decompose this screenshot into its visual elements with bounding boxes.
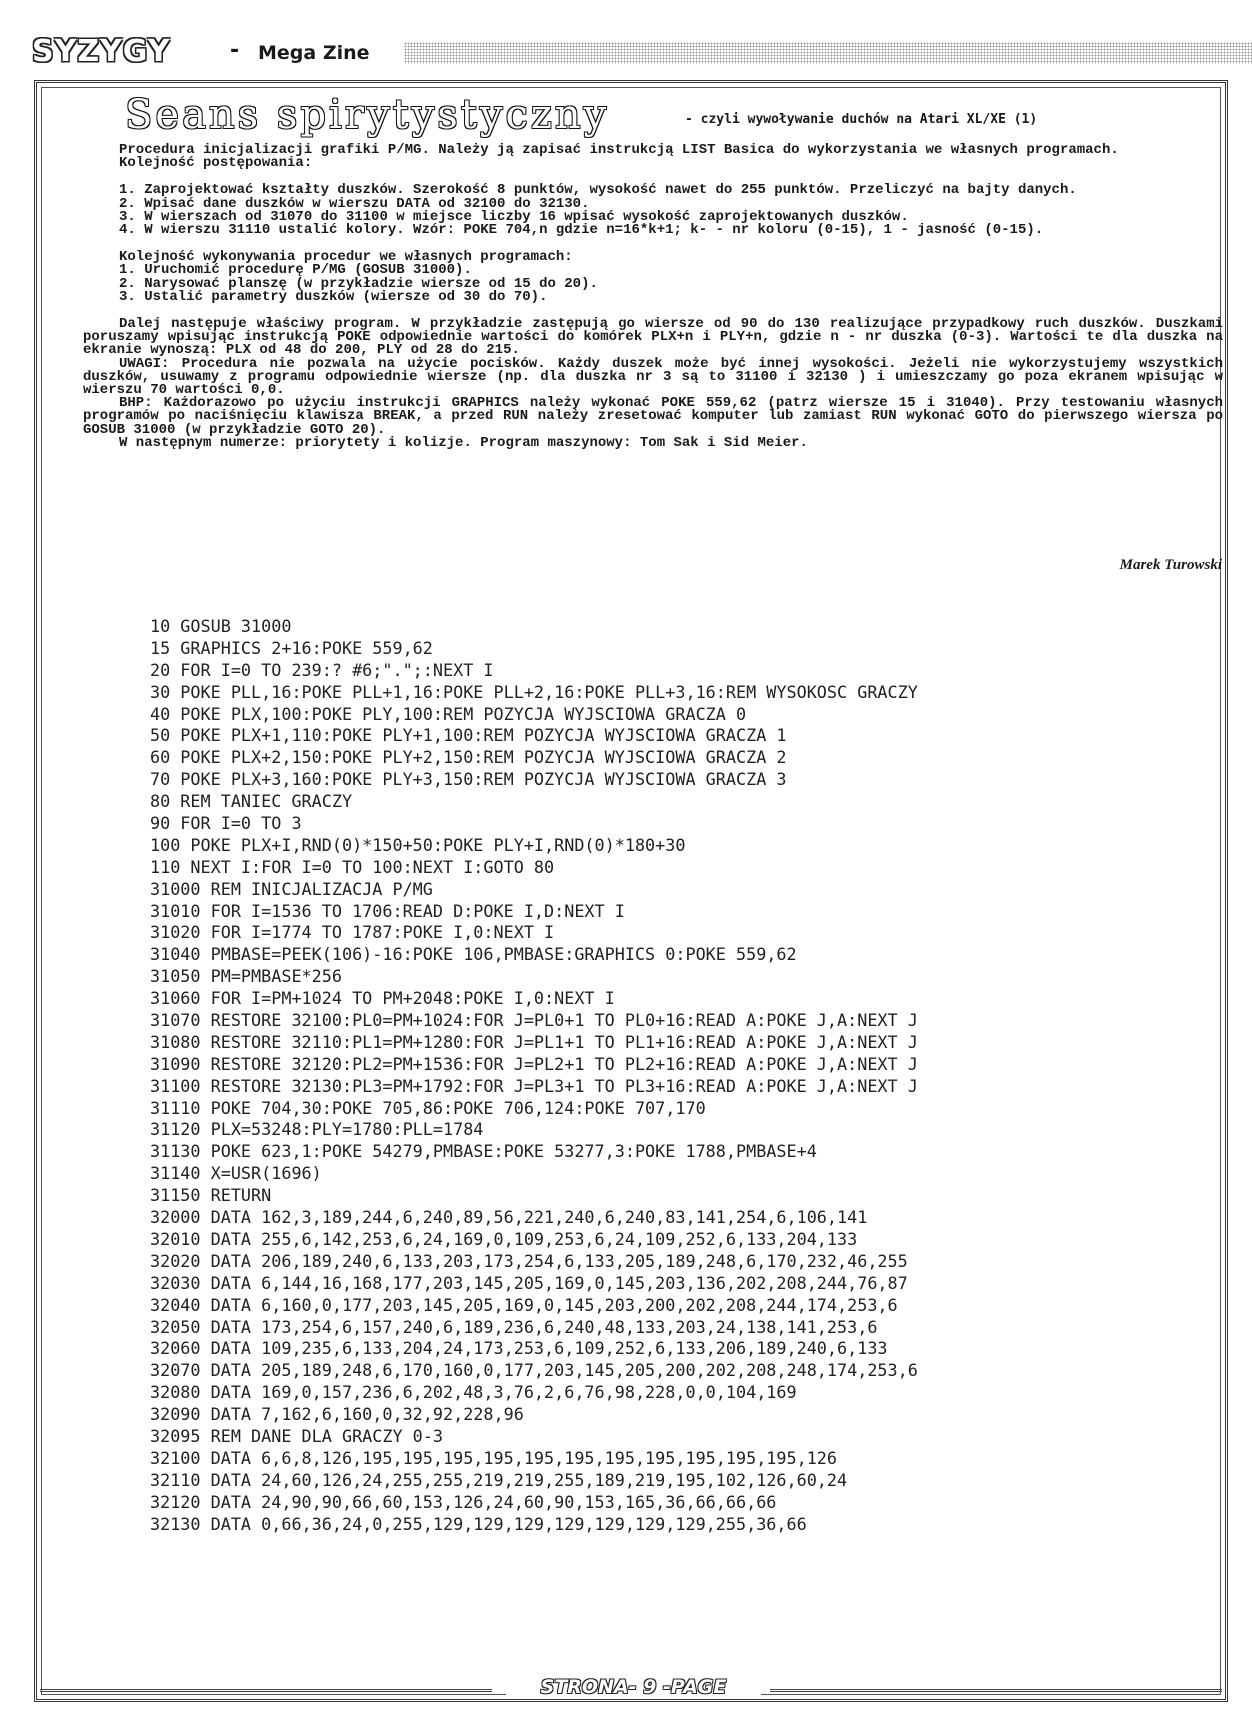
- article-title: Seans spirytystyczny: [125, 92, 610, 138]
- body-paragraph: UWAGI: Procedura nie pozwala na użycie pocisków. Każdy duszek może być innej wysokości. Jeżeli nie wykorzystujemy wszystkich duszków, usuwamy z programu odpowiednie wiersze (np. dla duszka nr 3 są to 31100 i 32130 ) i umieszczamy go poza ekranem wpisując w wierszu 70 wartości 0,0.: [83, 355, 1223, 399]
- magazine-title: SYZYGY: [32, 34, 171, 69]
- code-line: 31150 RETURN: [150, 1185, 272, 1206]
- footer-rule-right: [770, 1689, 1222, 1692]
- masthead: [32, 34, 1232, 68]
- code-line: 32020 DATA 206,189,240,6,133,203,173,254,6,133,205,189,248,6,170,232,46,255: [150, 1250, 908, 1271]
- code-line: 32060 DATA 109,235,6,133,204,24,173,253,6,109,252,6,133,206,189,240,6,133: [150, 1338, 888, 1359]
- code-line: 32050 DATA 173,254,6,157,240,6,189,236,6,240,48,133,203,24,138,141,253,6: [150, 1316, 878, 1337]
- order-item: 3. Ustalić parametry duszków (wiersze od 30 do 70).: [119, 288, 548, 305]
- order-title: Kolejność wykonywania procedur we własnych programach:: [119, 249, 573, 266]
- code-line: 10 GOSUB 31000: [150, 616, 292, 636]
- code-line: 32040 DATA 6,160,0,177,203,145,205,169,0,145,203,200,202,208,244,174,253,6: [150, 1294, 898, 1315]
- code-line: 31110 POKE 704,30:POKE 705,86:POKE 706,124:POKE 707,170: [150, 1097, 706, 1118]
- code-line: 32080 DATA 169,0,157,236,6,202,48,3,76,2,6,76,98,228,0,0,104,169: [150, 1382, 797, 1403]
- code-line: 32130 DATA 0,66,36,24,0,255,129,129,129,129,129,129,129,255,36,66: [150, 1513, 807, 1534]
- intro-paragraph: Kolejność postępowania:: [119, 155, 313, 172]
- code-line: 110 NEXT I:FOR I=0 TO 100:NEXT I:GOTO 80: [150, 856, 555, 877]
- code-line: 31000 REM INICJALIZACJA P/MG: [150, 878, 433, 899]
- code-line: 31140 X=USR(1696): [150, 1163, 322, 1184]
- code-line: 32090 DATA 7,162,6,160,0,32,92,228,96: [150, 1404, 524, 1425]
- code-line: 100 POKE PLX+I,RND(0)*150+50:POKE PLY+I,RND(0)*180+30: [150, 834, 686, 855]
- author-signature: Marek Turowski: [1119, 557, 1222, 573]
- step-item: 2. Wpisać dane duszków w wierszu DATA od 32100 do 32130.: [119, 195, 590, 212]
- code-line: 31090 RESTORE 32120:PL2=PM+1536:FOR J=PL2+1 TO PL2+16:READ A:POKE J,A:NEXT J: [150, 1053, 918, 1074]
- code-line: 32095 REM DANE DLA GRACZY 0-3: [150, 1425, 443, 1446]
- code-line: 31020 FOR I=1774 TO 1787:POKE I,0:NEXT I: [150, 922, 555, 943]
- magazine-subtitle: Mega Zine: [258, 42, 370, 64]
- body-paragraph: Dalej następuje właściwy program. W przykładzie zastępują go wiersze od 90 do 130 realizujące przypadkowy ruch duszków. Duszkami poruszamy wpisując instrukcją POKE odpowiednie wartości do komórek PLX+n i PLY+n, gdzie n - nr duszka (0-3). Wartości te dla duszka na ekranie wynoszą: PLX od 48 do 200, PLY od 28 do 215.: [83, 316, 1223, 359]
- code-line: 20 FOR I=0 TO 239:? #6;".";:NEXT I: [150, 659, 494, 680]
- code-line: 60 POKE PLX+2,150:POKE PLY+2,150:REM POZYCJA WYJSCIOWA GRACZA 2: [150, 747, 787, 768]
- code-line: 31130 POKE 623,1:POKE 54279,PMBASE:POKE 53277,3:POKE 1788,PMBASE+4: [150, 1141, 817, 1162]
- code-line: 90 FOR I=0 TO 3: [150, 813, 302, 834]
- intro-paragraph: Procedura inicjalizacji grafiki P/MG. Należy ją zapisać instrukcją LIST Basica do wykorzystania we własnych programach.: [119, 142, 1119, 158]
- body-paragraph: W następnym numerze: priorytety i kolizje. Program maszynowy: Tom Sak i Sid Meier.: [119, 434, 808, 451]
- code-line: 31080 RESTORE 32110:PL1=PM+1280:FOR J=PL1+1 TO PL1+16:READ A:POKE J,A:NEXT J: [150, 1031, 918, 1052]
- code-line: 70 POKE PLX+3,160:POKE PLY+3,150:REM POZYCJA WYJSCIOWA GRACZA 3: [150, 769, 787, 790]
- page-number-footer: STRONA- 9 -PAGE: [506, 1676, 761, 1698]
- code-line: 32010 DATA 255,6,142,253,6,24,169,0,109,253,6,24,109,252,6,133,204,133: [150, 1228, 858, 1249]
- step-item: 3. W wierszach od 31070 do 31100 w miejsce liczby 16 wpisać wysokość zaprojektowanych duszków.: [119, 208, 909, 225]
- step-item: 4. W wierszu 31110 ustalić kolory. Wzór: POKE 704,n gdzie n=16*k+1; k- - nr koloru (0-15), 1 - jasność (0-15).: [119, 222, 1044, 239]
- code-line: 31010 FOR I=1536 TO 1706:READ D:POKE I,D:NEXT I: [150, 900, 625, 921]
- code-line: 80 REM TANIEC GRACZY: [150, 791, 353, 812]
- article-body: [83, 144, 1223, 450]
- code-line: 31100 RESTORE 32130:PL3=PM+1792:FOR J=PL3+1 TO PL3+16:READ A:POKE J,A:NEXT J: [150, 1075, 918, 1096]
- masthead-dither-band: [404, 42, 1252, 64]
- code-line: 31070 RESTORE 32100:PL0=PM+1024:FOR J=PL0+1 TO PL0+16:READ A:POKE J,A:NEXT J: [150, 1010, 918, 1031]
- code-line: 32100 DATA 6,6,8,126,195,195,195,195,195,195,195,195,195,195,195,126: [150, 1447, 838, 1468]
- code-line: 30 POKE PLL,16:POKE PLL+1,16:POKE PLL+2,16:POKE PLL+3,16:REM WYSOKOSC GRACZY: [150, 681, 918, 702]
- order-item: 1. Uruchomić procedurę P/MG (GOSUB 31000).: [119, 262, 472, 279]
- code-line: 31050 PM=PMBASE*256: [150, 966, 342, 987]
- code-line: 32030 DATA 6,144,16,168,177,203,145,205,169,0,145,203,136,202,208,244,76,87: [150, 1272, 908, 1293]
- code-line: 50 POKE PLX+1,110:POKE PLY+1,100:REM POZYCJA WYJSCIOWA GRACZA 1: [150, 725, 787, 746]
- code-line: 31060 FOR I=PM+1024 TO PM+2048:POKE I,0:NEXT I: [150, 988, 615, 1009]
- code-line: 31120 PLX=53248:PLY=1780:PLL=1784: [150, 1119, 484, 1140]
- code-line: 32070 DATA 205,189,248,6,170,160,0,177,203,145,205,200,202,208,248,174,253,6: [150, 1360, 918, 1381]
- footer-rule-left: [40, 1689, 492, 1692]
- code-line: 32000 DATA 162,3,189,244,6,240,89,56,221,240,6,240,83,141,254,6,106,141: [150, 1207, 868, 1228]
- step-item: 1. Zaprojektować kształty duszków. Szerokość 8 punktów, wysokość nawet do 255 punktów. Przeliczyć na bajty danych.: [119, 182, 1077, 199]
- code-line: 15 GRAPHICS 2+16:POKE 559,62: [150, 637, 433, 658]
- code-line: 31040 PMBASE=PEEK(106)-16:POKE 106,PMBASE:GRAPHICS 0:POKE 559,62: [150, 944, 797, 965]
- code-line: 40 POKE PLX,100:POKE PLY,100:REM POZYCJA WYJSCIOWA GRACZA 0: [150, 703, 747, 724]
- order-item: 2. Narysować planszę (w przykładzie wiersze od 15 do 20).: [119, 275, 598, 292]
- code-line: 32120 DATA 24,90,90,66,60,153,126,24,60,90,153,165,36,66,66,66: [150, 1491, 777, 1512]
- masthead-dash: -: [230, 38, 240, 63]
- basic-listing: [150, 616, 1220, 1535]
- body-paragraph: BHP: Każdorazowo po użyciu instrukcji GRAPHICS należy wykonać POKE 559,62 (patrz wiersze 15 i 31040). Przy testowaniu własnych programów po naciśnięciu klawisza BREAK, a przed RUN należy zresetować komputer lub zamiast RUN wykonać GOTO do pierwszego wiersza po GOSUB 31000 (w przykładzie GOTO 20).: [83, 395, 1223, 438]
- code-line: 32110 DATA 24,60,126,24,255,255,219,219,255,189,219,195,102,126,60,24: [150, 1469, 848, 1490]
- article-subtitle: - czyli wywoływanie duchów na Atari XL/XE (1): [685, 112, 1038, 127]
